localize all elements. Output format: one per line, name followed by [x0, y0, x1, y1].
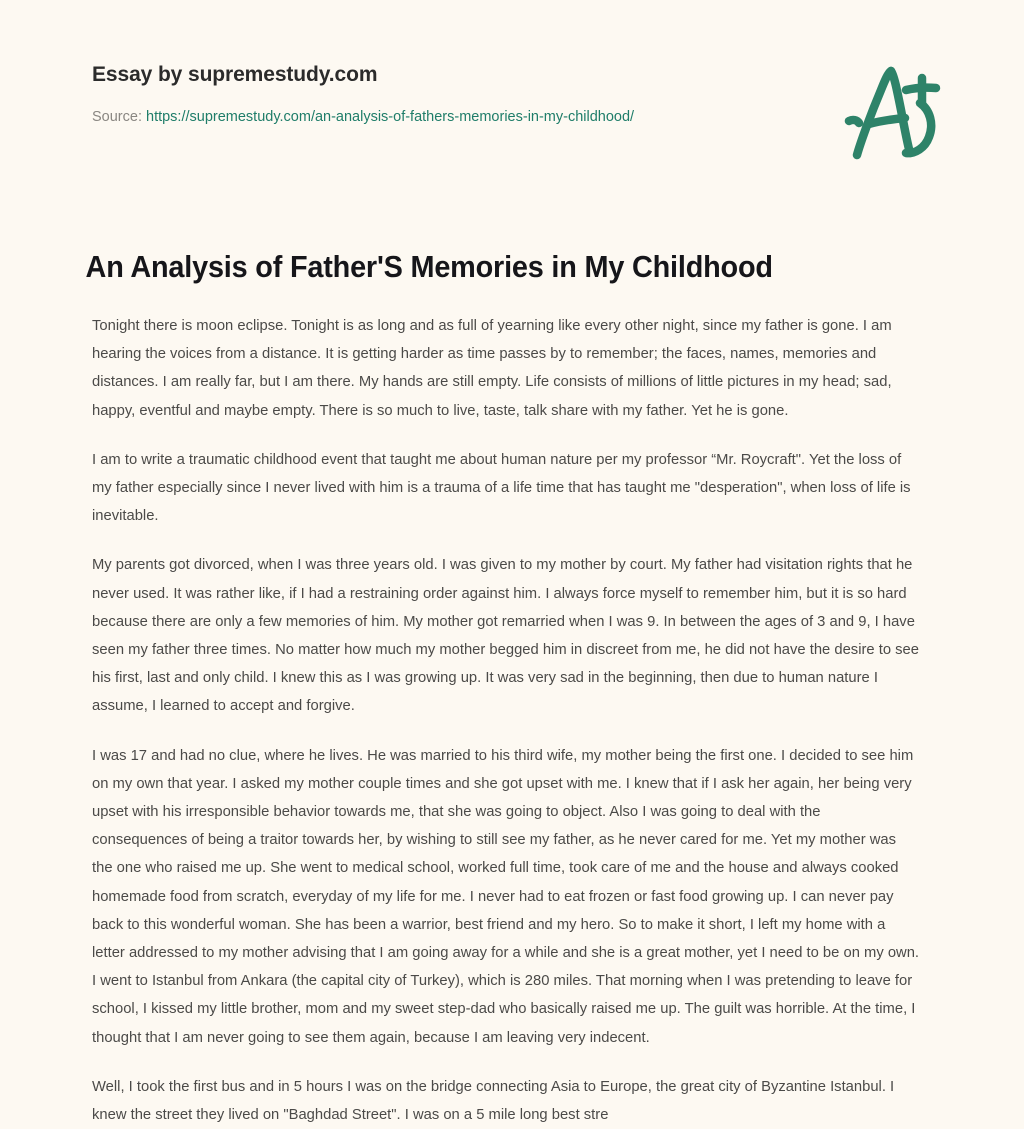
source-url-link[interactable]: https://supremestudy.com/an-analysis-of-fathers-memories-in-my-childhood/ — [146, 109, 635, 126]
paragraph: Tonight there is moon eclipse. Tonight is as long and as full of yearning like every other night, since my father is gone. I am hearing the voices from a distance. It is getting harder as time passes by to remember; the faces, names, memories and distances. I am really far, but I am there. My hands are still empty. Life consists of millions of little pictures in my head; sad, happy, eventful and maybe empty. There is so much to live, taste, talk share with my father. Yet he is gone. — [92, 317, 892, 419]
brand-title: Essay by supremestudy.com — [92, 63, 378, 86]
aplus-logo-icon — [836, 58, 956, 168]
page-title: An Analysis of Father'S Memories in My Childhood — [85, 249, 773, 284]
source-line — [92, 108, 932, 127]
paragraph: Well, I took the first bus and in 5 hours I was on the bridge connecting Asia to Europe, the great city of Byzantine Istanbul. I knew the street they lived on "Baghdad Street". I was on a 5 mile long best stre — [92, 1077, 895, 1124]
article-body — [0, 312, 1024, 1129]
paragraph: I was 17 and had no clue, where he lives. He was married to his third wife, my mother being the first one. I decided to see him on my own that year. I asked my mother couple times and she got upset with me. I knew that if I ask her again, her being very upset with his irresponsible behavior towards me, that she was going to object. Also I was going to deal with the consequences of being a traitor towards her, by wishing to still see my father, as he never cared for me. Yet my mother was the one who raised me up. She went to medical school, worked full time, took care of me and the house and always cooked homemade food from scratch, everyday of my life for me. I never had to eat frozen or fast food growing up. I can never pay back to this wonderful woman. She has been a warrior, best friend and my hero. So to make it short, I left my home with a letter addressed to my mother advising that I am going away for a while and she is a great mother, yet I need to be on my own. I went to Istanbul from Ankara (the capital city of Turkey), which is 280 miles. That morning when I was pretending to leave for school, I kissed my little brother, mom and my sweet step-dad who basically raised me up. The guilt was horrible. At the time, I thought that I am never going to see them again, because I am leaving very indecent. — [92, 746, 920, 1046]
source-label: Source: — [92, 109, 146, 126]
paragraph: My parents got divorced, when I was three years old. I was given to my mother by court. My father had visitation rights that he never used. It was rather like, if I had a restraining order against him. I always force myself to remember him, but it is so hard because there are only a few memories of him. My mother got remarried when I was 9. In between the ages of 3 and 9, I have seen my father three times. No matter how much my mother begged him in discreet from me, he did not have the desire to see his first, last and only child. I knew this as I was growing up. It was very sad in the beginning, then due to human nature I assume, I learned to accept and forgive. — [92, 556, 919, 715]
paragraph: I am to write a traumatic childhood event that taught me about human nature per my professor “Mr. Roycraft". Yet the loss of my father especially since I never lived with him is a trauma of a life time that has taught me "desperation", when loss of life is inevitable. — [92, 450, 911, 525]
